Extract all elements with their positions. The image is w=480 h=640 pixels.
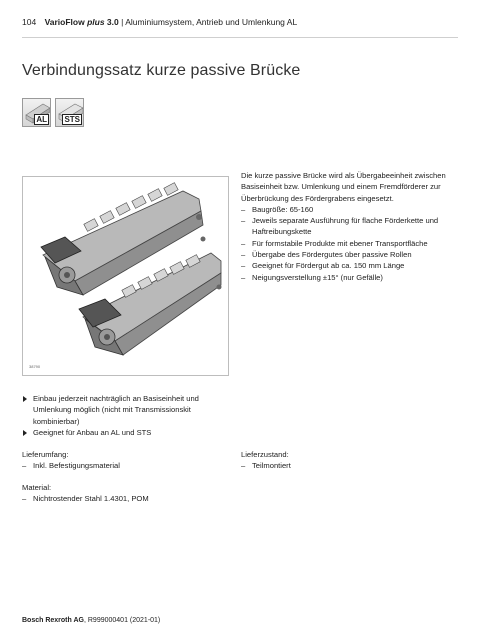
bullet-triangle-icon (23, 430, 27, 436)
feature-item: Geeignet für Anbau an AL und STS (22, 427, 232, 438)
material-heading: Material: (22, 483, 52, 492)
page-footer (22, 617, 160, 624)
footer-doc-number: , R999000401 (2021-01) (83, 617, 161, 624)
page-number: 104 (22, 17, 37, 27)
page-title: Verbindungssatz kurze passive Brücke (22, 62, 301, 79)
list-item: – Geeignet für Fördergut ab ca. 150 mm Länge (241, 260, 461, 271)
header-separator: | (118, 17, 126, 27)
material-section (22, 482, 222, 505)
page-header (22, 17, 297, 27)
product-figure (22, 176, 229, 376)
badge-al (22, 98, 51, 127)
intro-list (241, 204, 461, 283)
product-brand: VarioFlow plus 3.0 (44, 17, 119, 27)
footer-company: Bosch Rexroth AG (22, 617, 84, 624)
lieferzustand-item: – Teilmontiert (241, 460, 441, 471)
bullet-triangle-icon (23, 396, 27, 402)
material-item: – Nichtrostender Stahl 1.4301, POM (22, 493, 222, 504)
list-item: – Neigungsverstellung ±15° (nur Gefälle) (241, 272, 461, 283)
figure-id: 38790 (29, 364, 41, 369)
badge-sts (55, 98, 84, 127)
list-item: – Für formstabile Produkte mit ebener Transportfläche (241, 238, 461, 249)
list-item: – Übergabe des Fördergutes über passive Rollen (241, 249, 461, 260)
feature-list (22, 393, 232, 438)
header-subtitle: Aluminiumsystem, Antrieb und Umlenkung AL (125, 17, 298, 27)
lieferumfang-section (22, 449, 222, 472)
feature-item: Einbau jederzeit nachträglich an Basiseinheit und Umlenkung möglich (nicht mit Transmissionskit kombinierbar) (22, 393, 232, 427)
lieferumfang-heading: Lieferumfang: (22, 450, 69, 459)
intro-text: Die kurze passive Brücke wird als Übergabeeinheit zwischen Basiseinheit bzw. Umlenkung und einem Fremdförderer zur Überbrückung des Fördergrabens eingesetzt. (241, 171, 446, 203)
list-item: – Jeweils separate Ausführung für flache Förderkette und Haftreibungskette (241, 215, 461, 238)
lieferumfang-item: – Inkl. Befestigungsmaterial (22, 460, 222, 471)
header-divider (22, 37, 458, 38)
list-item: – Baugröße: 65-160 (241, 204, 461, 215)
lieferzustand-section (241, 449, 441, 472)
lieferzustand-heading: Lieferzustand: (241, 450, 289, 459)
bridge-assembly-image (23, 177, 228, 375)
intro-section (241, 170, 461, 283)
badge-sts-label: STS (64, 115, 80, 124)
badge-al-label: AL (36, 115, 47, 124)
